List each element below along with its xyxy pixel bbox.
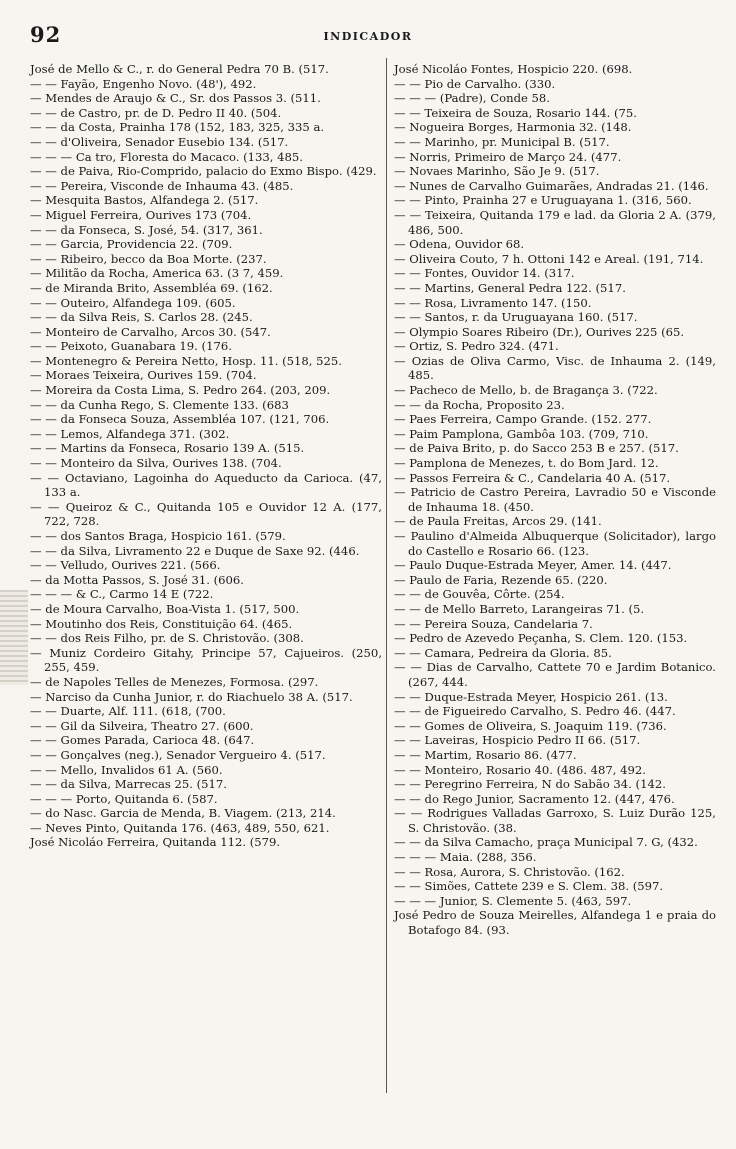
- directory-entry: — — — Maia. (288, 356.: [394, 850, 537, 865]
- directory-entry: — — Santos, r. da Uruguayana 160. (517.: [394, 310, 638, 325]
- page-number: 92: [30, 22, 62, 47]
- directory-entry: — — Garcia, Providencia 22. (709.: [30, 237, 233, 252]
- directory-entry: — — Ribeiro, becco da Boa Morte. (237.: [30, 251, 267, 266]
- directory-entry: — Paim Pamplona, Gambôa 103. (709, 710.: [394, 426, 649, 441]
- column-divider: [386, 58, 387, 1093]
- directory-entry: José Nicoláo Ferreira, Quitanda 112. (579.: [30, 835, 281, 850]
- directory-entry: — Montenegro & Pereira Netto, Hosp. 11. (518, 525.: [30, 353, 342, 368]
- directory-entry: — — Martins, General Pedra 122. (517.: [394, 280, 626, 295]
- directory-entry: — Nogueira Borges, Harmonia 32. (148.: [394, 120, 632, 135]
- directory-entry: — — Martim, Rosario 86. (477.: [394, 747, 577, 762]
- directory-entry: — — da Silva Camacho, praça Municipal 7. G, (432.: [394, 835, 698, 850]
- directory-entry: — — Duarte, Alf. 111. (618, (700.: [30, 704, 226, 719]
- directory-entry: — — Mello, Invalidos 61 A. (560.: [30, 762, 223, 777]
- directory-entry: — Pedro de Azevedo Peçanha, S. Clem. 120. (153.: [394, 631, 688, 646]
- directory-entry: — — Pio de Carvalho. (330.: [394, 76, 556, 91]
- directory-entry: — — da Silva, Marrecas 25. (517.: [30, 777, 227, 792]
- directory-entry: — — dos Reis Filho, pr. de S. Christovão. (308.: [30, 631, 304, 646]
- directory-entry: — da Motta Passos, S. José 31. (606.: [30, 572, 244, 587]
- directory-entry: — — de Castro, pr. de D. Pedro II 40. (504.: [30, 105, 282, 120]
- directory-entry: — Moreira da Costa Lima, S. Pedro 264. (203, 209.: [30, 383, 331, 398]
- left-column: [30, 62, 382, 850]
- directory-entry: — Pacheco de Mello, b. de Bragança 3. (722.: [394, 383, 658, 398]
- directory-entry: — Ortiz, S. Pedro 324. (471.: [394, 339, 559, 354]
- right-column: [394, 62, 716, 938]
- directory-entry: — — Simões, Cattete 239 e S. Clem. 38. (597.: [394, 879, 664, 894]
- page-edge-smudge: [0, 590, 28, 685]
- directory-entry: — — — Ca tro, Floresta do Macaco. (133, 485.: [30, 149, 303, 164]
- directory-entry: — — — (Padre), Conde 58.: [394, 91, 550, 106]
- directory-entry: — Paulo Duque-Estrada Meyer, Amer. 14. (447.: [394, 558, 672, 573]
- directory-entry: — Moraes Teixeira, Ourives 159. (704.: [30, 368, 257, 383]
- directory-entry: — — Duque-Estrada Meyer, Hospicio 261. (13.: [394, 689, 668, 704]
- directory-entry: — — Gomes Parada, Carioca 48. (647.: [30, 733, 255, 748]
- directory-entry: — de Miranda Brito, Assembléa 69. (162.: [30, 280, 273, 295]
- directory-entry: — — da Fonseca, S. José, 54. (317, 361.: [30, 222, 263, 237]
- directory-entry: — — — Junior, S. Clemente 5. (463, 597.: [394, 893, 632, 908]
- directory-entry: — Monteiro de Carvalho, Arcos 30. (547.: [30, 324, 271, 339]
- directory-entry: — de Paiva Brito, p. do Sacco 253 B e 257. (517.: [394, 441, 679, 456]
- directory-entry: — — Rosa, Livramento 147. (150.: [394, 295, 592, 310]
- directory-entry: — Paulino d'Almeida Albuquerque (Solicitador), largo do Castello e Rosario 66. (123.: [394, 529, 716, 558]
- directory-entry: — — da Costa, Prainha 178 (152, 183, 325, 335 a.: [30, 120, 325, 135]
- directory-entry: — — Teixeira, Quitanda 179 e lad. da Gloria 2 A. (379, 486, 500.: [394, 207, 716, 237]
- directory-entry: — — Lemos, Alfandega 371. (302.: [30, 426, 230, 441]
- directory-entry: — Militão da Rocha, America 63. (3 7, 459.: [30, 266, 284, 281]
- directory-entry: — Pamplona de Menezes, t. do Bom Jard. 12.: [394, 456, 659, 471]
- directory-entry: — — da Rocha, Proposito 23.: [394, 397, 565, 412]
- directory-entry: — Paes Ferreira, Campo Grande. (152. 277.: [394, 412, 652, 427]
- directory-entry: — — Gomes de Oliveira, S. Joaquim 119. (736.: [394, 718, 667, 733]
- directory-entry: — Odena, Ouvidor 68.: [394, 237, 525, 252]
- directory-entry: — — Pereira, Visconde de Inhauma 43. (485.: [30, 178, 294, 193]
- directory-entry: José Nicoláo Fontes, Hospicio 220. (698.: [394, 62, 633, 76]
- directory-entry: — — Pinto, Prainha 27 e Uruguayana 1. (316, 560.: [394, 193, 692, 208]
- running-head: INDICADOR: [323, 30, 413, 43]
- directory-entry: — — d'Oliveira, Senador Eusebio 134. (517.: [30, 134, 289, 149]
- directory-entry: — Mendes de Araujo & C., Sr. dos Passos 3. (511.: [30, 91, 321, 106]
- directory-entry: — — da Cunha Rego, S. Clemente 133. (683: [30, 397, 289, 412]
- directory-entry: — — Dias de Carvalho, Cattete 70 e Jardim Botanico. (267, 444.: [394, 660, 716, 689]
- directory-entry: — — Outeiro, Alfandega 109. (605.: [30, 295, 236, 310]
- directory-entry: — — Monteiro, Rosario 40. (486. 487, 492.: [394, 762, 646, 777]
- directory-entry: — — Fayão, Engenho Novo. (48'), 492.: [30, 76, 257, 91]
- directory-entry: — — Peregrino Ferreira, N do Sabão 34. (142.: [394, 777, 666, 792]
- directory-entry: — Oliveira Couto, 7 h. Ottoni 142 e Areal. (191, 714.: [394, 251, 704, 266]
- directory-entry: — Olympio Soares Ribeiro (Dr.), Ourives 225 (65.: [394, 324, 685, 339]
- directory-entry: — — de Mello Barreto, Larangeiras 71. (5.: [394, 601, 645, 616]
- directory-entry: — — Rosa, Aurora, S. Christovão. (162.: [394, 864, 625, 879]
- directory-entry: — — Pereira Souza, Candelaria 7.: [394, 616, 593, 631]
- directory-entry: — — do Rego Junior, Sacramento 12. (447, 476.: [394, 791, 675, 806]
- directory-entry: — — Velludo, Ourives 221. (566.: [30, 558, 221, 573]
- directory-entry: — Nunes de Carvalho Guimarães, Andradas 21. (146.: [394, 178, 709, 193]
- directory-entry: — de Moura Carvalho, Boa-Vista 1. (517, 500.: [30, 601, 300, 616]
- directory-entry: — — Queiroz & C., Quitanda 105 e Ouvidor 12 A. (177, 722, 728.: [30, 499, 382, 529]
- directory-entry: — Mesquita Bastos, Alfandega 2. (517.: [30, 193, 259, 208]
- directory-entry: — — Marinho, pr. Municipal B. (517.: [394, 134, 610, 149]
- directory-entry: — — Teixeira de Souza, Rosario 144. (75.: [394, 105, 637, 120]
- directory-entry: — — Monteiro da Silva, Ourives 138. (704.: [30, 456, 282, 471]
- directory-entry: — — Martins da Fonseca, Rosario 139 A. (515.: [30, 441, 305, 456]
- directory-entry: — — Fontes, Ouvidor 14. (317.: [394, 266, 575, 281]
- directory-entry: — do Nasc. Garcia de Menda, B. Viagem. (213, 214.: [30, 806, 336, 821]
- directory-entry: — Neves Pinto, Quitanda 176. (463, 489, 550, 621.: [30, 820, 330, 835]
- directory-entry: — — da Silva, Livramento 22 e Duque de Saxe 92. (446.: [30, 543, 360, 558]
- directory-entry: — Passos Ferreira & C., Candelaria 40 A. (517.: [394, 470, 671, 485]
- directory-entry: — — Octaviano, Lagoinha do Aqueducto da Carioca. (47, 133 a.: [30, 470, 382, 500]
- directory-entry: — — — Porto, Quitanda 6. (587.: [30, 791, 218, 806]
- directory-entry: — Novaes Marinho, São Je 9. (517.: [394, 164, 600, 179]
- directory-entry: — Norris, Primeiro de Março 24. (477.: [394, 149, 622, 164]
- directory-entry: José de Mello & C., r. do General Pedra 70 B. (517.: [30, 62, 329, 76]
- directory-entry: — — de Figueiredo Carvalho, S. Pedro 46. (447.: [394, 704, 676, 719]
- directory-entry: — — Camara, Pedreira da Gloria. 85.: [394, 645, 612, 660]
- directory-entry: — Paulo de Faria, Rezende 65. (220.: [394, 572, 608, 587]
- directory-entry: — Narciso da Cunha Junior, r. do Riachuelo 38 A. (517.: [30, 689, 353, 704]
- directory-entry: — Ozias de Oliva Carmo, Visc. de Inhauma 2. (149, 485.: [394, 353, 716, 383]
- directory-entry: — — de Paiva, Rio-Comprido, palacio do Exmo Bispo. (429.: [30, 164, 377, 179]
- directory-entry: — — da Silva Reis, S. Carlos 28. (245.: [30, 310, 253, 325]
- directory-entry: — — Gonçalves (neg.), Senador Vergueiro 4. (517.: [30, 747, 326, 762]
- directory-entry: — — de Gouvêa, Côrte. (254.: [394, 587, 565, 602]
- directory-entry: — Patricio de Castro Pereira, Lavradio 50 e Visconde de Inhauma 18. (450.: [394, 485, 716, 514]
- directory-entry: José Pedro de Souza Meirelles, Alfandega 1 e praia do Botafogo 84. (93.: [394, 908, 716, 938]
- directory-entry: — — Laveiras, Hospicio Pedro II 66. (517.: [394, 733, 641, 748]
- directory-entry: — — dos Santos Braga, Hospicio 161. (579.: [30, 529, 286, 543]
- directory-entry: — Muniz Cordeiro Gitahy, Principe 57, Cajueiros. (250, 255, 459.: [30, 645, 382, 675]
- directory-entry: — de Paula Freitas, Arcos 29. (141.: [394, 514, 602, 529]
- directory-entry: — — Gil da Silveira, Theatro 27. (600.: [30, 718, 254, 733]
- directory-entry: — Moutinho dos Reis, Constituição 64. (465.: [30, 616, 293, 631]
- directory-entry: — — — & C., Carmo 14 E (722.: [30, 587, 214, 602]
- directory-entry: — — da Fonseca Souza, Assembléa 107. (121, 706.: [30, 412, 330, 427]
- directory-entry: — de Napoles Telles de Menezes, Formosa. (297.: [30, 674, 319, 689]
- directory-entry: — Miguel Ferreira, Ourives 173 (704.: [30, 207, 252, 222]
- directory-entry: — — Rodrigues Valladas Garroxo, S. Luiz Durão 125, S. Christovão. (38.: [394, 806, 716, 835]
- directory-entry: — — Peixoto, Guanabara 19. (176.: [30, 339, 232, 354]
